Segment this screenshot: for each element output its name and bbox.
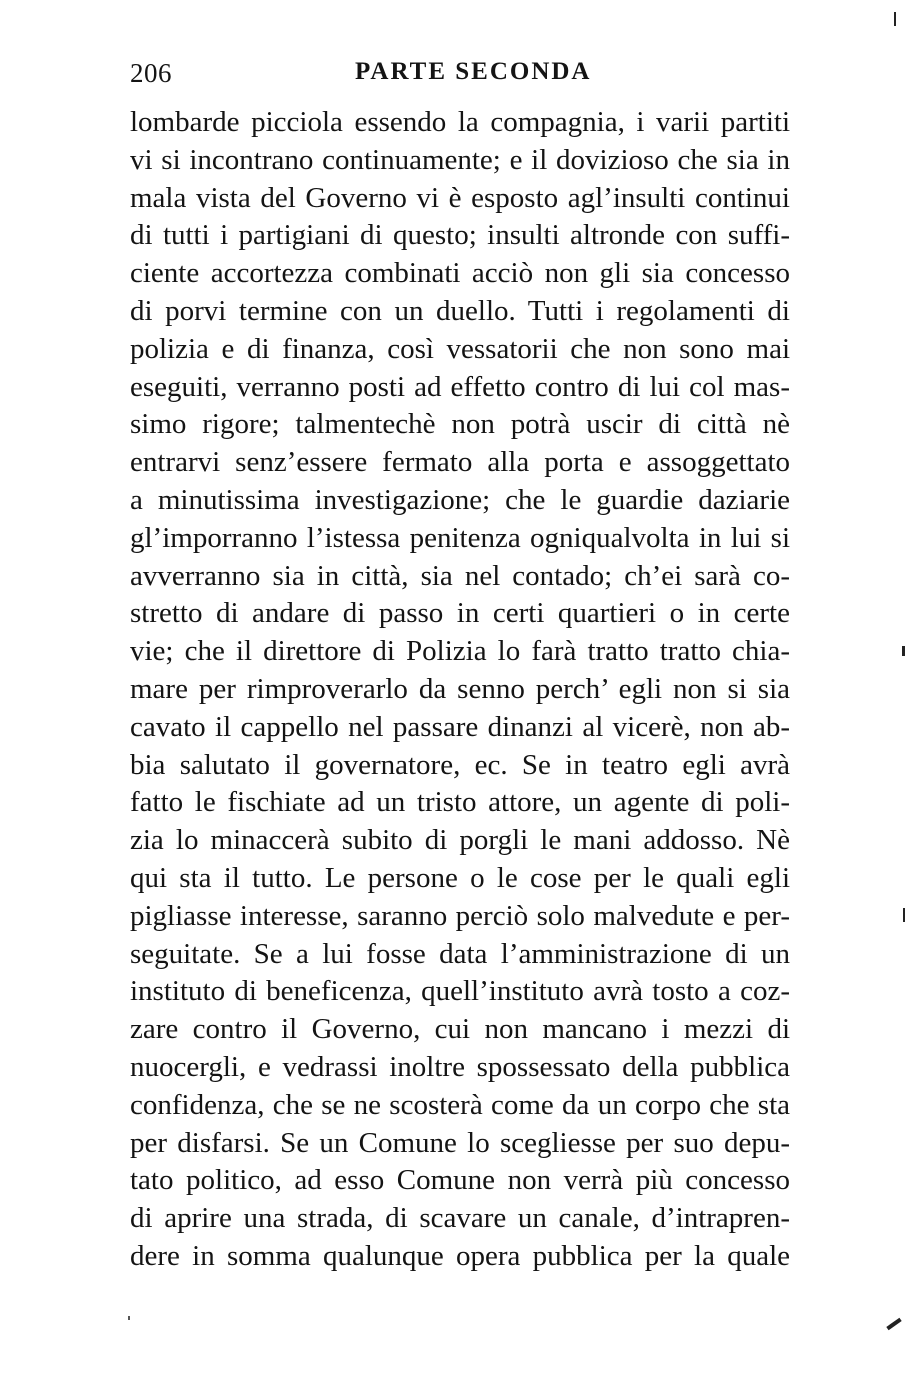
- text-line: di porvi termine con un duello. Tutti i regolamenti di: [130, 294, 790, 327]
- text-line: ciente accortezza combinati acciò non gli sia concesso: [130, 257, 790, 290]
- text-line: mala vista del Governo vi è esposto agl’insulti continui: [130, 181, 790, 214]
- text-line: confidenza, che se ne scosterà come da un corpo che sta: [130, 1088, 790, 1121]
- scan-speck: [894, 12, 896, 26]
- body-text: [130, 104, 790, 1276]
- text-line: simo rigore; talmentechè non potrà uscir di città nè: [130, 408, 790, 441]
- text-line: entrarvi senz’essere fermato alla porta e assoggettato: [130, 446, 790, 479]
- text-line: di aprire una strada, di scavare un canale, d’intrapren-: [130, 1202, 790, 1235]
- text-line: instituto di beneficenza, quell’instituto avrà tosto a coz-: [130, 975, 790, 1008]
- text-line: stretto di andare di passo in certi quartieri o in certe: [130, 597, 790, 630]
- scan-speck: [886, 1318, 901, 1330]
- text-line: avverranno sia in città, sia nel contado; ch’ei sarà co-: [130, 559, 790, 592]
- running-head: PARTE SECONDA: [355, 58, 592, 85]
- text-line: zare contro il Governo, cui non mancano i mezzi di: [130, 1013, 790, 1046]
- text-line: zia lo minaccerà subito di porgli le mani addosso. Nè: [130, 824, 790, 857]
- text-line: di tutti i partigiani di questo; insulti altronde con suffi-: [130, 219, 790, 252]
- text-line: polizia e di finanza, così vessatorii che non sono mai: [130, 332, 790, 365]
- text-line: fatto le fischiate ad un tristo attore, un agente di poli-: [130, 786, 790, 819]
- text-line: vie; che il direttore di Polizia lo farà tratto tratto chia-: [130, 635, 790, 668]
- text-line: bia salutato il governatore, ec. Se in teatro egli avrà: [130, 748, 790, 781]
- text-line: nuocergli, e vedrassi inoltre spossessato della pubblica: [130, 1050, 790, 1083]
- text-line: cavato il cappello nel passare dinanzi al vicerè, non ab-: [130, 710, 790, 743]
- text-line: lombarde picciola essendo la compagnia, i varii partiti: [130, 106, 790, 138]
- scan-speck: [128, 1316, 130, 1320]
- text-line: gl’imporranno l’istessa penitenza ogniqualvolta in lui si: [130, 521, 790, 554]
- scan-speck: [903, 908, 905, 922]
- text-line: tato politico, ad esso Comune non verrà più concesso: [130, 1164, 790, 1197]
- text-line: per disfarsi. Se un Comune lo scegliesse per suo depu-: [130, 1126, 790, 1159]
- text-line: eseguiti, verranno posti ad effetto contro di lui col mas-: [130, 370, 790, 403]
- page-header: [130, 58, 790, 98]
- text-line: vi si incontrano continuamente; e il dovizioso che sia in: [130, 143, 790, 176]
- text-line: qui sta il tutto. Le persone o le cose per le quali egli: [130, 861, 790, 894]
- text-line: a minutissima investigazione; che le guardie daziarie: [130, 483, 790, 516]
- page-number: 206: [130, 58, 172, 88]
- text-line: pigliasse interesse, saranno perciò solo malvedute e per-: [130, 899, 790, 932]
- text-line: mare per rimproverarlo da senno perch’ egli non si sia: [130, 672, 790, 705]
- text-line: dere in somma qualunque opera pubblica per la quale: [130, 1239, 790, 1272]
- scan-speck: [902, 646, 905, 656]
- text-line: seguitate. Se a lui fosse data l’amministrazione di un: [130, 937, 790, 970]
